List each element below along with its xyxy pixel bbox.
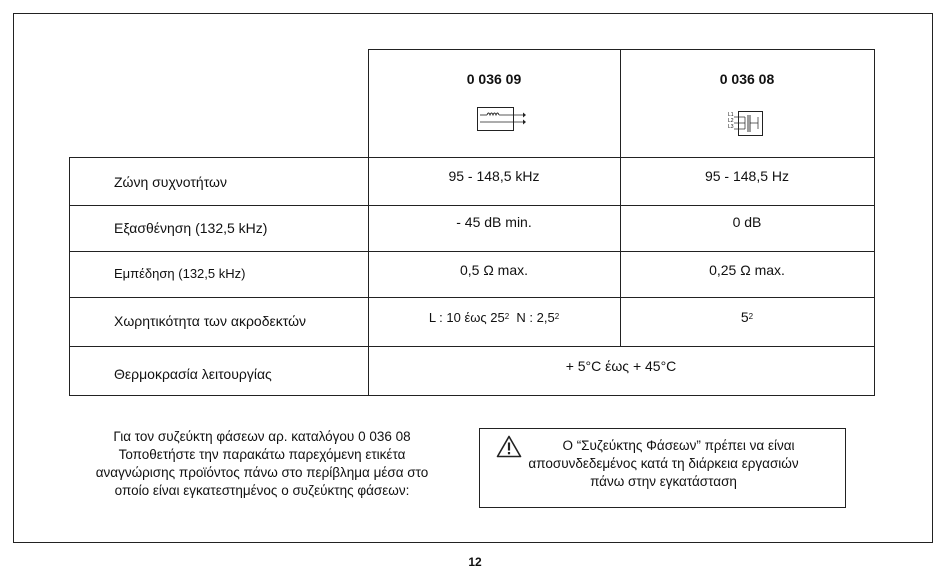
row-label-frequency-band: Ζώνη συχνοτήτων — [114, 174, 227, 190]
warning-text — [480, 437, 847, 491]
row-label-terminal-capacity: Χωρητικότητα των ακροδεκτών — [114, 313, 307, 329]
row-label-operating-temperature: Θερμοκρασία λειτουργίας — [114, 366, 272, 382]
warning-line-2: αποσυνδεδεμένος κατά τη διάρκεια εργασιών — [528, 456, 799, 471]
filter-symbol-icon — [477, 107, 527, 136]
row-label-impedance: Εμπέδηση (132,5 kHz) — [114, 266, 246, 281]
value-impedance-0-036-09: 0,5 Ω max. — [459, 262, 529, 278]
installation-note — [62, 428, 462, 500]
warning-line-3: πάνω στην εγκατάσταση — [590, 474, 737, 489]
value-attenuation-0-036-08: 0 dB — [732, 214, 762, 230]
value-terminal-capacity-0-036-09: L : 10 έως 25 2 N : 2,5 2 — [428, 309, 560, 325]
phase-label-l1: L1 — [728, 112, 734, 118]
note-line-3: αναγνώρισης προϊόντος πάνω στο περίβλημα μέσα στο — [95, 465, 429, 480]
capacity-n-text: N : 2,5 — [509, 309, 555, 325]
column-header-0-036-09: 0 036 09 — [466, 71, 522, 87]
note-line-4: οποίο είναι εγκατεστημένος ο συζεύκτης φάσεων: — [114, 483, 410, 498]
value-terminal-capacity-0-036-08: 5 2 — [740, 309, 754, 325]
note-line-1: Για τον συζεύκτη φάσεων αρ. καταλόγου 0 036 08 — [113, 429, 411, 444]
value-frequency-0-036-08: 95 - 148,5 Hz — [704, 168, 790, 184]
value-impedance-0-036-08: 0,25 Ω max. — [709, 262, 785, 278]
note-line-2: Τοποθετήστε την παρακάτω παρεχόμενη ετικέτα — [118, 447, 406, 462]
value-frequency-0-036-09: 95 - 148,5 kHz — [448, 168, 540, 184]
phase-coupler-symbol-icon — [731, 107, 771, 144]
warning-line-1: Ο “Συζεύκτης Φάσεων” πρέπει να είναι — [562, 438, 795, 453]
phase-label-l2: L2 — [728, 118, 734, 124]
capacity-l-text: L : 10 έως 25 — [428, 309, 505, 325]
column-header-0-036-08: 0 036 08 — [719, 71, 775, 87]
page-number: 12 — [468, 555, 482, 569]
phase-label-l3: L3 — [728, 124, 734, 130]
row-label-attenuation: Εξασθένηση (132,5 kHz) — [114, 220, 268, 236]
value-operating-temperature: + 5°C έως + 45°C — [565, 358, 677, 374]
capacity-base: 5 — [740, 309, 749, 325]
value-attenuation-0-036-09: - 45 dB min. — [456, 214, 532, 230]
warning-box — [479, 428, 846, 508]
